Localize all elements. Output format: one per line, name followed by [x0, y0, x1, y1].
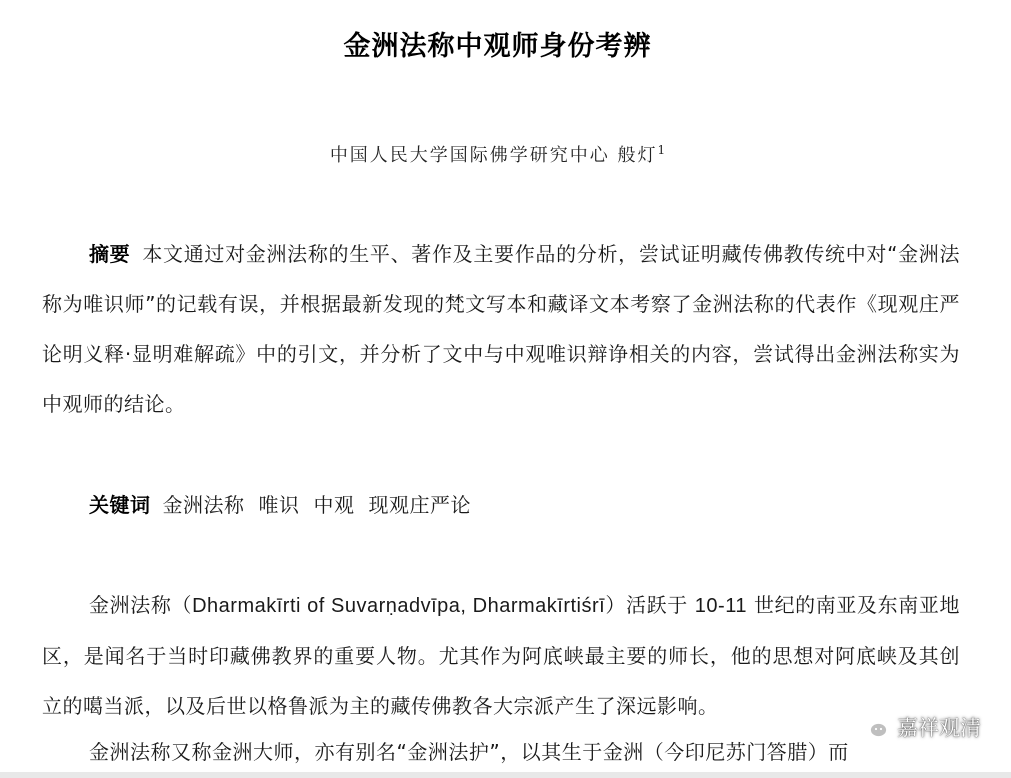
paper-title: 金洲法称中观师身份考辨	[343, 31, 652, 62]
abstract-text: 本文通过对金洲法称的生平、著作及主要作品的分析，尝试证明藏传佛教传统中对“金洲法称为唯识师”的记载有误，并根据最新发现的梵文写本和藏译文本考察了金洲法称的代表作《现观庄严论明义释·显明难解疏》中的引文，并分析了文中与中观唯识辩诤相关的内容，尝试得出金洲法称实为中观师的结论。	[42, 242, 960, 416]
watermark	[859, 712, 981, 742]
keyword-item: 现观庄严论	[368, 493, 471, 517]
body-paragraph-2	[42, 727, 960, 777]
keyword-item: 金洲法称	[162, 493, 245, 517]
keyword-item: 中观	[313, 493, 355, 517]
body-text: ）活跃于	[605, 593, 695, 617]
keyword-item: 唯识	[258, 493, 300, 517]
latin-name: Dharmakīrti of Suvarṇadvīpa, Dharmakīrtiśrī	[192, 595, 606, 617]
watermark-text: 嘉祥观清	[897, 716, 981, 740]
bottom-edge	[0, 772, 1011, 778]
footnote-marker: 1	[657, 143, 666, 157]
abstract-label: 摘要	[89, 242, 131, 266]
body-text: 世纪的南亚及东南亚地区，是闻名于当时印藏佛教界的重要人物。尤其作为阿底峡最主要的师长，他的思想对阿底峡及其创立的噶当派，以及后世以格鲁派为主的藏传佛教各大宗派产生了深远影响。	[42, 593, 961, 718]
keywords-paragraph	[42, 480, 960, 530]
abstract-paragraph	[42, 229, 960, 429]
century-range: 10-11	[694, 595, 747, 617]
wechat-icon	[859, 714, 889, 740]
author-affiliation-name: 中国人民大学国际佛学研究中心 般灯	[329, 145, 658, 166]
body-text: 金洲法称（	[89, 593, 193, 617]
author-line	[0, 141, 995, 167]
keywords-label: 关键词	[89, 493, 151, 517]
body-paragraph-1	[42, 580, 960, 731]
body-text: 金洲法称又称金洲大师，亦有别名“金洲法护”，以其生于金洲（今印尼苏门答腊）而	[89, 740, 849, 764]
